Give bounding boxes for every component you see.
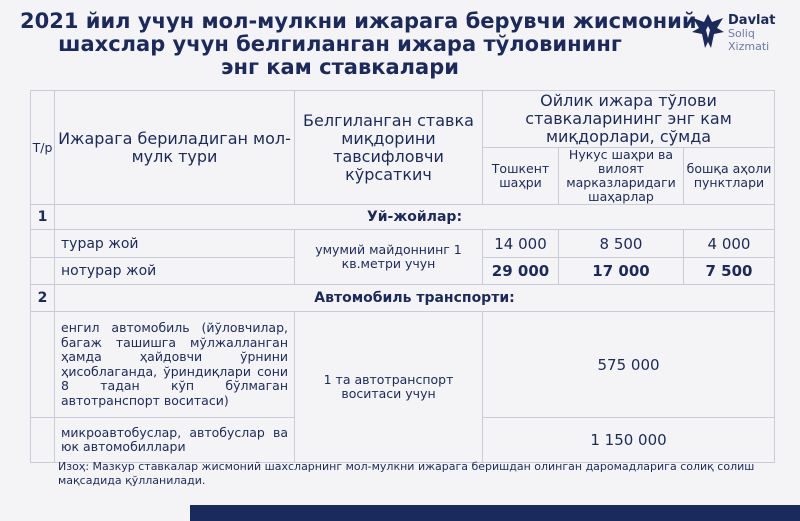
footnote: Изоҳ: Мазкур ставкалар жисмоний шахсларнинг мол-мулкни ижарага беришдан олинган даромадларига солиқ солиш мақсадида қўлланилади.: [58, 460, 755, 487]
page-title: [20, 9, 697, 79]
section-2-num: 2: [31, 285, 55, 312]
section-2-indicator: 1 та автотранспорт воситаси учун: [295, 312, 483, 463]
section-1-indicator: умумий майдоннинг 1 кв.метри учун: [295, 230, 483, 285]
header-property-type: Ижарага бериладиган мол-мулк тури: [55, 91, 295, 205]
title-line-3: энг кам ставкалари: [221, 55, 459, 79]
section-1-num: 1: [31, 205, 55, 230]
bottom-accent-bar: [190, 505, 800, 521]
header-other: бошқа аҳоли пунктлари: [684, 148, 775, 205]
row-nonresidential-type: нотурар жой: [55, 258, 295, 285]
row-nonresidential-other: 7 500: [684, 258, 775, 285]
row-nonresidential-nukus: 17 000: [559, 258, 684, 285]
davlat-soliq-logo: [690, 8, 790, 74]
header-num: Т/р: [31, 91, 55, 205]
title-line-1: 2021 йил учун мол-мулкни ижарага берувчи жисмоний: [20, 9, 697, 33]
logo-text-xizmati: Xizmati: [728, 40, 770, 53]
section-2-title: Автомобиль транспорти:: [55, 285, 775, 312]
row-residential-other: 4 000: [684, 230, 775, 258]
row-nonresidential-tashkent: 29 000: [483, 258, 559, 285]
row-residential-type: турар жой: [55, 230, 295, 258]
title-line-2: шахслар учун белгиланган ижара тўловининг: [58, 32, 622, 56]
header-tashkent: Тошкент шаҳри: [483, 148, 559, 205]
logo-text-davlat: Davlat: [728, 13, 776, 28]
rates-table: [30, 90, 775, 463]
header-indicator: Белгиланган ставка миқдорини тавсифловчи кўрсаткич: [295, 91, 483, 205]
logo-text-soliq: Soliq: [728, 27, 755, 40]
section-1-title: Уй-жойлар:: [55, 205, 775, 230]
header-nukus: Нукус шаҳри ва вилоят марказларидаги шаҳарлар: [559, 148, 684, 205]
row-passenger-car-type: енгил автомобиль (йўловчилар, багаж ташишга мўлжалланган ҳамда ҳайдовчи ўрнини ҳисоблаганда, ўриндиқлари сони 8 тадан кўп бўлмаган автотранспорт воситаси): [55, 312, 295, 418]
header-monthly-min: Ойлик ижара тўлови ставкаларининг энг кам миқдорлари, сўмда: [483, 91, 775, 148]
row-residential-nukus: 8 500: [559, 230, 684, 258]
row-buses-trucks-type: микроавтобуслар, автобуслар ва юк автомобиллари: [55, 418, 295, 463]
eagle-emblem-icon: [690, 12, 726, 52]
row-buses-trucks-value: 1 150 000: [483, 418, 775, 463]
row-passenger-car-value: 575 000: [483, 312, 775, 418]
row-residential-tashkent: 14 000: [483, 230, 559, 258]
